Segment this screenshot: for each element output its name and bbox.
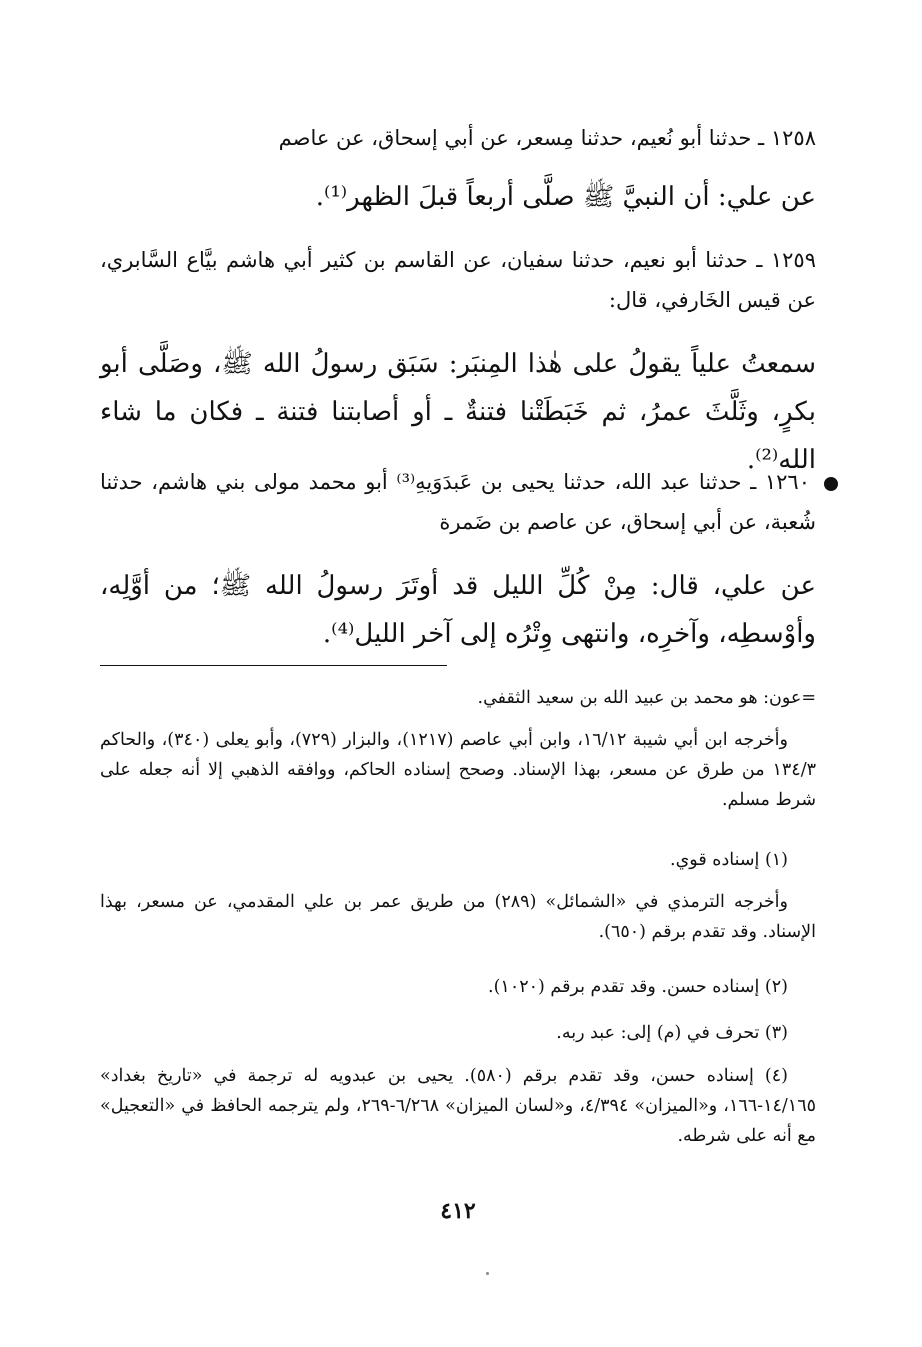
hadith-1260-isnad: ١٢٦٠ ـ حدثنا عبد الله، حدثنا يحيى بن عَبدَوَيهِ⁽³⁾ أبو محمد مولى بني هاشم، حدثنا شُعبة، عن أبي إسحاق، عن عاصم بن ضَمرة	[100, 470, 816, 534]
footnote-3: (٣) تحرف في (م) إلى: عبد ربه.	[556, 1023, 788, 1043]
hadith-1260-matn: عن علي، قال: مِنْ كُلِّ الليل قد أوتَرَ رسولُ الله ﷺ؛ من أوَّلِه، وأوْسطِه، وآخرِه، وانتهى وِتْرُه إلى آخر الليل⁽⁴⁾.	[100, 571, 816, 649]
footnote-takhrij: وأخرجه ابن أبي شيبة ١٦/١٢، وابن أبي عاصم (١٢١٧)، والبزار (٧٢٩)، وأبو يعلى (٣٤٠)، والحاكم ١٣٤/٣ من طرق عن مسعر، بهذا الإسناد. وصحح إسناده الحاكم، ووافقه الذهبي إلا أنه جعله على شرط مسلم.	[100, 730, 816, 810]
scan-speck	[486, 1272, 489, 1275]
hadith-1260-isnad-wrap	[100, 462, 816, 542]
footnote-2: (٢) إسناده حسن. وقد تقدم برقم (١٠٢٠).	[488, 977, 788, 997]
hadith-1258-matn: عن علي: أن النبيَّ ﷺ صلَّى أربعاً قبلَ الظهر⁽¹⁾.	[315, 182, 816, 212]
hadith-1258-isnad: ١٢٥٨ ـ حدثنا أبو نُعيم، حدثنا مِسعر، عن أبي إسحاق، عن عاصم	[278, 126, 816, 150]
hadith-1259-isnad: ١٢٥٩ ـ حدثنا أبو نعيم، حدثنا سفيان، عن القاسم بن كثير أبي هاشم بيَّاع السَّابري، عن قيس الخَارفي، قال:	[100, 248, 816, 312]
footnote-carry-over: =عون: هو محمد بن عبيد الله بن سعيد الثقفي.	[477, 688, 816, 708]
footnote-separator	[100, 665, 447, 666]
footnote-1-continued: وأخرجه الترمذي في «الشمائل» (٢٨٩) من طريق عمر بن علي المقدمي، عن مسعر، بهذا الإسناد. وقد تقدم برقم (٦٥٠).	[100, 892, 816, 942]
page-number: ٤١٢	[440, 1198, 476, 1224]
page-content	[100, 0, 816, 1347]
footnote-1: (١) إسناده قوي.	[670, 850, 788, 870]
bullet-marker	[824, 477, 838, 491]
footnote-4: (٤) إسناده حسن، وقد تقدم برقم (٥٨٠). يحيى بن عبدويه له ترجمة في «تاريخ بغداد» ١٤/١٦٥-١٦٦، و«الميزان» ٤/٣٩٤، و«لسان الميزان» ٦/٢٦٨-٢٦٩، ولم يترجمه الحافظ في «التعجيل» مع أنه على شرطه.	[100, 1066, 816, 1146]
hadith-1259-matn: سمعتُ علياً يقولُ على هٰذا المِنبَر: سَبَق رسولُ الله ﷺ، وصَلَّى أبو بكرٍ، وثَلَّثَ عمرُ، ثم خَبَطَتْنا فتنةٌ ـ أو أصابتنا فتنة ـ فكان ما شاء الله⁽²⁾.	[100, 349, 816, 475]
